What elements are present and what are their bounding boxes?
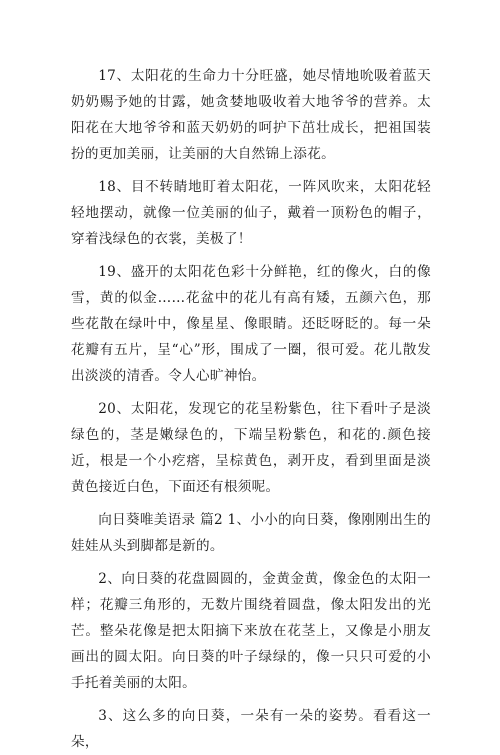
paragraph-20: 20、太阳花，发现它的花呈粉紫色，往下看叶子是淡绿色的，茎是嫩绿色的，下端呈粉紫色，和花的.颜色接近，根是一个小疙瘩，呈棕黄色，剥开皮，看到里面是淡黄色接近白色，下面还有根须呢。	[71, 401, 431, 495]
section-heading-paragraph: 向日葵唯美语录 篇2 1、小小的向日葵，像刚刚出生的娃娃从头到脚都是新的。	[71, 512, 431, 554]
paragraph-2: 2、向日葵的花盘圆圆的，金黄金黄，像金色的太阳一样；花瓣三角形的，无数片围绕着圆盘，像太阳发出的光芒。整朵花像是把太阳摘下来放在花茎上，又像是小朋友画出的圆太阳。向日葵的叶子绿绿的，像一只只可爱的小手托着美丽的太阳。	[71, 571, 431, 691]
paragraph-19: 19、盛开的太阳花色彩十分鲜艳，红的像火，白的像雪，黄的似金……花盆中的花儿有高有矮，五颜六色，那些花散在绿叶中，像星星、像眼睛。还眨呀眨的。每一朵花瓣有五片，呈“心”形，围成了一圈，很可爱。花儿散发出淡淡的清香。令人心旷神怡。	[71, 264, 431, 384]
paragraph-18: 18、目不转睛地盯着太阳花，一阵风吹来，太阳花轻轻地摆动，就像一位美丽的仙子，戴着一顶粉色的帽子，穿着浅绿色的衣裳，美极了！	[71, 179, 431, 247]
document-body	[71, 63, 431, 755]
paragraph-3: 3、这么多的向日葵，一朵有一朵的姿势。看看这一朵，	[71, 708, 431, 750]
paragraph-17: 17、太阳花的生命力十分旺盛，她尽情地吮吸着蓝天奶奶赐予她的甘露，她贪婪地吸收着大地爷爷的营养。太阳花在大地爷爷和蓝天奶奶的呵护下茁壮成长，把祖国装扮的更加美丽，让美丽的大自然锦上添花。	[71, 68, 431, 162]
